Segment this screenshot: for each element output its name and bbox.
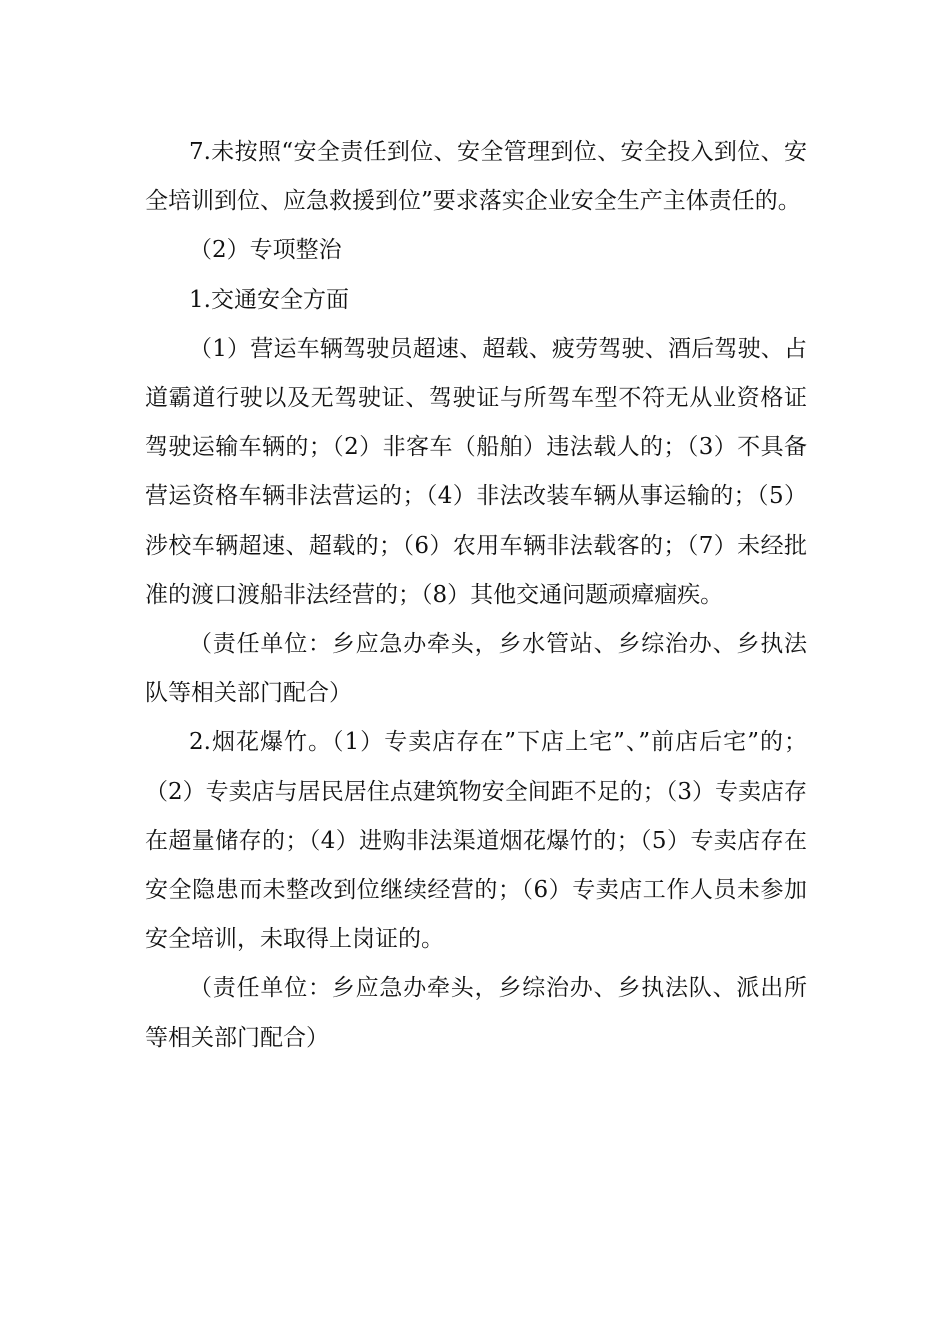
paragraph-fireworks-items: 2.烟花爆竹。（1）专卖店存在”下店上宅”、”前店后宅”的；（2）专卖店与居民居住点建筑物安全间距不足的；（3）专卖店存在超量储存的；（4）进购非法渠道烟花爆竹的；（5）专卖店存在安全隐患而未整改到位继续经营的；（6）专卖店工作人员未参加安全培训，未取得上岗证的。 [145,729,807,953]
paragraph-traffic-items: （1）营运车辆驾驶员超速、超载、疲劳驾驶、酒后驾驶、占道霸道行驶以及无驾驶证、驾驶证与所驾车型不符无从业资格证驾驶运输车辆的；（2）非客车（船舶）违法载人的；（3）不具备营运资格车辆非法营运的；（4）非法改装车辆从事运输的；（5）涉校车辆超速、超载的；（6）农用车辆非法载客的；（7）未经批准的渡口渡船非法经营的；（8）其他交通问题顽瘴痼疾。 [145,335,807,608]
paragraph-item-7: 7.未按照“安全责任到位、安全管理到位、安全投入到位、安全培训到位、应急救援到位”要求落实企业安全生产主体责任的。 [145,139,807,215]
paragraph-fireworks-responsible-units: （责任单位：乡应急办牵头，乡综治办、乡执法队、派出所等相关部门配合） [145,975,807,1051]
heading-special-rectification: （2）专项整治 [189,237,342,264]
paragraph-traffic-responsible-units: （责任单位：乡应急办牵头，乡水管站、乡综治办、乡执法队等相关部门配合） [145,631,807,707]
heading-traffic-safety: 1.交通安全方面 [189,286,349,313]
document-page [145,128,807,1063]
